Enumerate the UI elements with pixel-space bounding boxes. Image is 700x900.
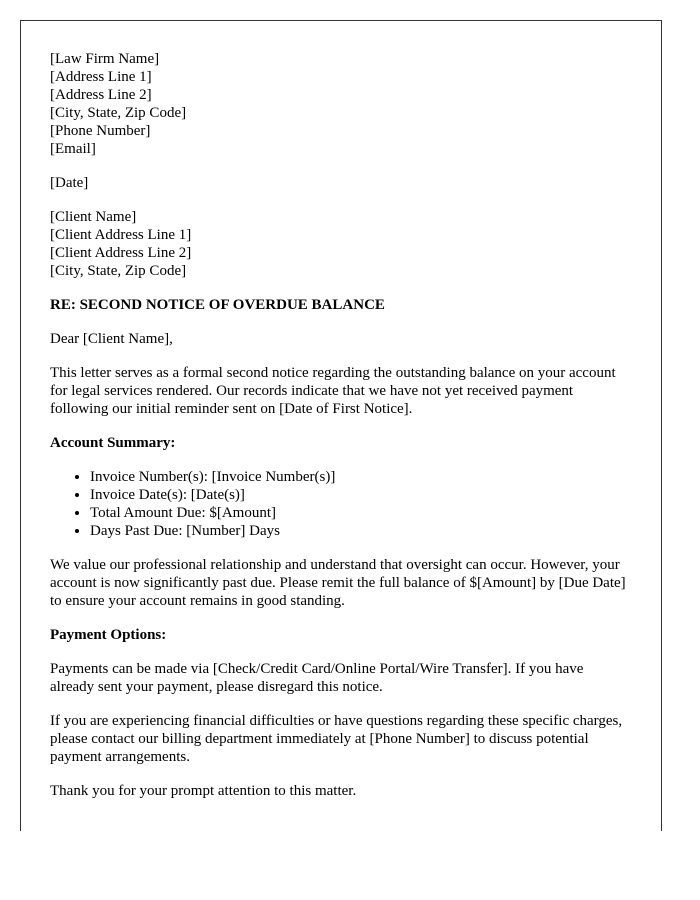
letter-page: [20, 20, 662, 831]
list-item: • Invoice Date(s): [Date(s)]: [90, 486, 631, 504]
account-summary-heading: Account Summary:: [50, 435, 176, 451]
letter-date: [Date]: [50, 175, 89, 191]
recipient-line: [City, State, Zip Code]: [50, 263, 187, 279]
list-item: • Days Past Due: [Number] Days: [90, 522, 631, 540]
recipient-line: [Client Address Line 1]: [50, 227, 192, 243]
recipient-line: [Client Address Line 2]: [50, 245, 192, 261]
payment-paragraph: Payments can be made via [Check/Credit Card/Online Portal/Wire Transfer]. If you have already sent your payment, please disregard this notice.: [50, 661, 584, 695]
difficulties-paragraph: If you are experiencing financial difficulties or have questions regarding these specific charges, please contact our billing department immediately at [Phone Number] to discuss potential payment arrangements.: [50, 713, 623, 765]
sender-line: [City, State, Zip Code]: [50, 105, 187, 121]
sender-line: [Email]: [50, 141, 96, 157]
account-summary-list: [50, 468, 631, 540]
relationship-paragraph: We value our professional relationship and understand that oversight can occur. However, your account is now significantly past due. Please remit the full balance of $[Amount] by [Due Date] to ensure your account remains in good standing.: [50, 557, 626, 609]
list-item: • Invoice Number(s): [Invoice Number(s)]: [90, 468, 631, 486]
recipient-address: [50, 208, 631, 280]
sender-line: [Address Line 1]: [50, 69, 152, 85]
sender-line: [Phone Number]: [50, 123, 151, 139]
sender-line: [Law Firm Name]: [50, 51, 160, 67]
closing-paragraph: Thank you for your prompt attention to this matter.: [50, 783, 357, 799]
payment-options-heading: Payment Options:: [50, 627, 167, 643]
sender-line: [Address Line 2]: [50, 87, 152, 103]
intro-paragraph: This letter serves as a formal second notice regarding the outstanding balance on your account for legal services rendered. Our records indicate that we have not yet received payment following our initial reminder sent on [Date of First Notice].: [50, 365, 616, 417]
salutation: Dear [Client Name],: [50, 331, 173, 347]
list-item: • Total Amount Due: $[Amount]: [90, 504, 631, 522]
sender-address: [50, 50, 631, 158]
recipient-line: [Client Name]: [50, 209, 137, 225]
subject-line: RE: SECOND NOTICE OF OVERDUE BALANCE: [50, 297, 385, 313]
